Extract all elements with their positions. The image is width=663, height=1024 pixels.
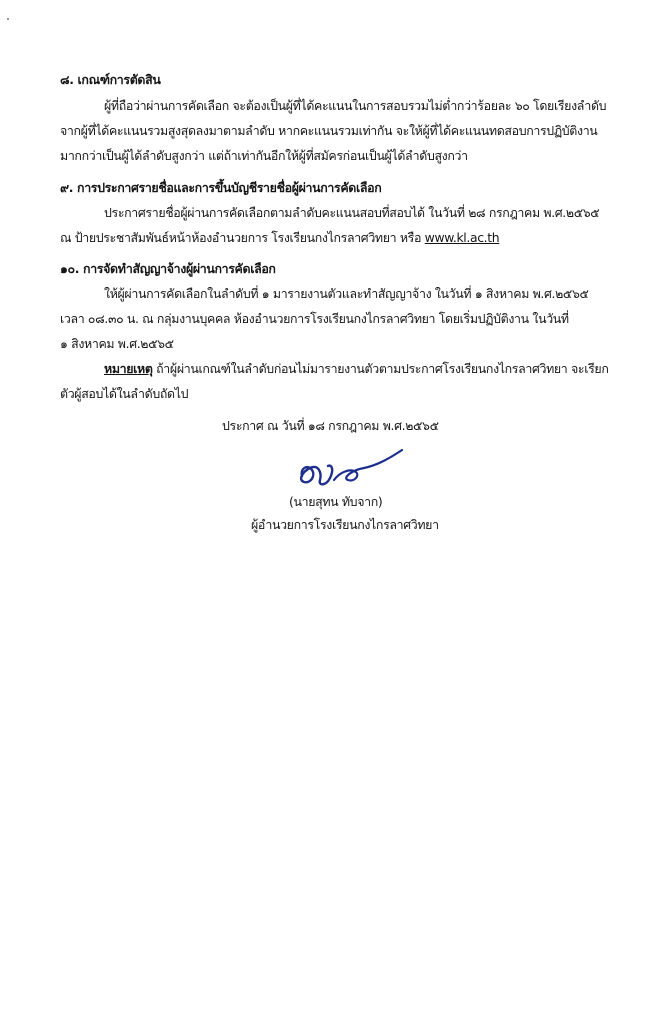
section-10-heading: ๑๐. การจัดทำสัญญาจ้างผู้ผ่านการคัดเลือก [60, 261, 276, 276]
section-9-line-2 [60, 230, 499, 246]
signer-position: ผู้อำนวยการโรงเรียนกงไกรลาศวิทยา [251, 517, 439, 532]
section-9-heading: ๙. การประกาศรายชื่อและการขึ้นบัญชีรายชื่อผู้ผ่านการคัดเลือก [60, 180, 382, 195]
section-8-line-3: มากกว่าเป็นผู้ได้ลำดับสูงกว่า แต่ถ้าเท่ากันอีกให้ผู้ที่สมัครก่อนเป็นผู้ได้ลำดับสูงกว่า [60, 148, 468, 163]
section-8-line-1: ผู้ที่ถือว่าผ่านการคัดเลือก จะต้องเป็นผู้ที่ได้คะแนนในการสอบรวมไม่ต่ำกว่าร้อยละ ๖๐ โดยเรียงลำดับ [104, 98, 607, 113]
signer-name: (นายสุทน ทับจาก) [289, 494, 383, 509]
section-10-line-1: ให้ผู้ผ่านการคัดเลือกในลำดับที่ ๑ มารายงานตัวและทำสัญญาจ้าง ในวันที่ ๑ สิงหาคม พ.ศ.๒๕๖๕ [104, 286, 589, 301]
note-text: ถ้าผู้ผ่านเกณฑ์ในลำดับก่อนไม่มารายงานตัวตามประกาศโรงเรียนกงไกรลาศวิทยา จะเรียก [156, 361, 609, 376]
section-8-line-2: จากผู้ที่ได้คะแนนรวมสูงสุดลงมาตามลำดับ หากคะแนนรวมเท่ากัน จะให้ผู้ที่ได้คะแนนทดสอบการปฏิบัติงาน [60, 123, 598, 138]
section-9-line-2-text: ณ ป้ายประชาสัมพันธ์หน้าห้องอำนวยการ โรงเรียนกงไกรลาศวิทยา หรือ [60, 230, 422, 245]
section-10-line-2: เวลา ๐๘.๓๐ น. ณ กลุ่มงานบุคคล ห้องอำนวยการโรงเรียนกงไกรลาศวิทยา โดยเริ่มปฏิบัติงาน ในวันที่ [60, 311, 569, 326]
note-label: หมายเหตุ [104, 361, 153, 376]
section-8-heading: ๘. เกณฑ์การตัดสิน [60, 72, 161, 87]
note-line-1 [104, 361, 608, 377]
section-9-line-1: ประกาศรายชื่อผู้ผ่านการคัดเลือกตามลำดับคะแนนสอบที่สอบได้ ในวันที่ ๒๘ กรกฎาคม พ.ศ.๒๕๖๕ [104, 205, 600, 220]
note-line-2: ตัวผู้สอบได้ในลำดับถัดไป [60, 386, 189, 401]
scan-speck [7, 18, 9, 20]
section-10-line-3: ๑ สิงหาคม พ.ศ.๒๕๖๕ [60, 336, 174, 351]
school-website-link[interactable]: www.kl.ac.th [424, 230, 500, 245]
signature-image [290, 446, 408, 494]
announcement-date: ประกาศ ณ วันที่ ๑๘ กรกฎาคม พ.ศ.๒๕๖๕ [222, 418, 439, 433]
